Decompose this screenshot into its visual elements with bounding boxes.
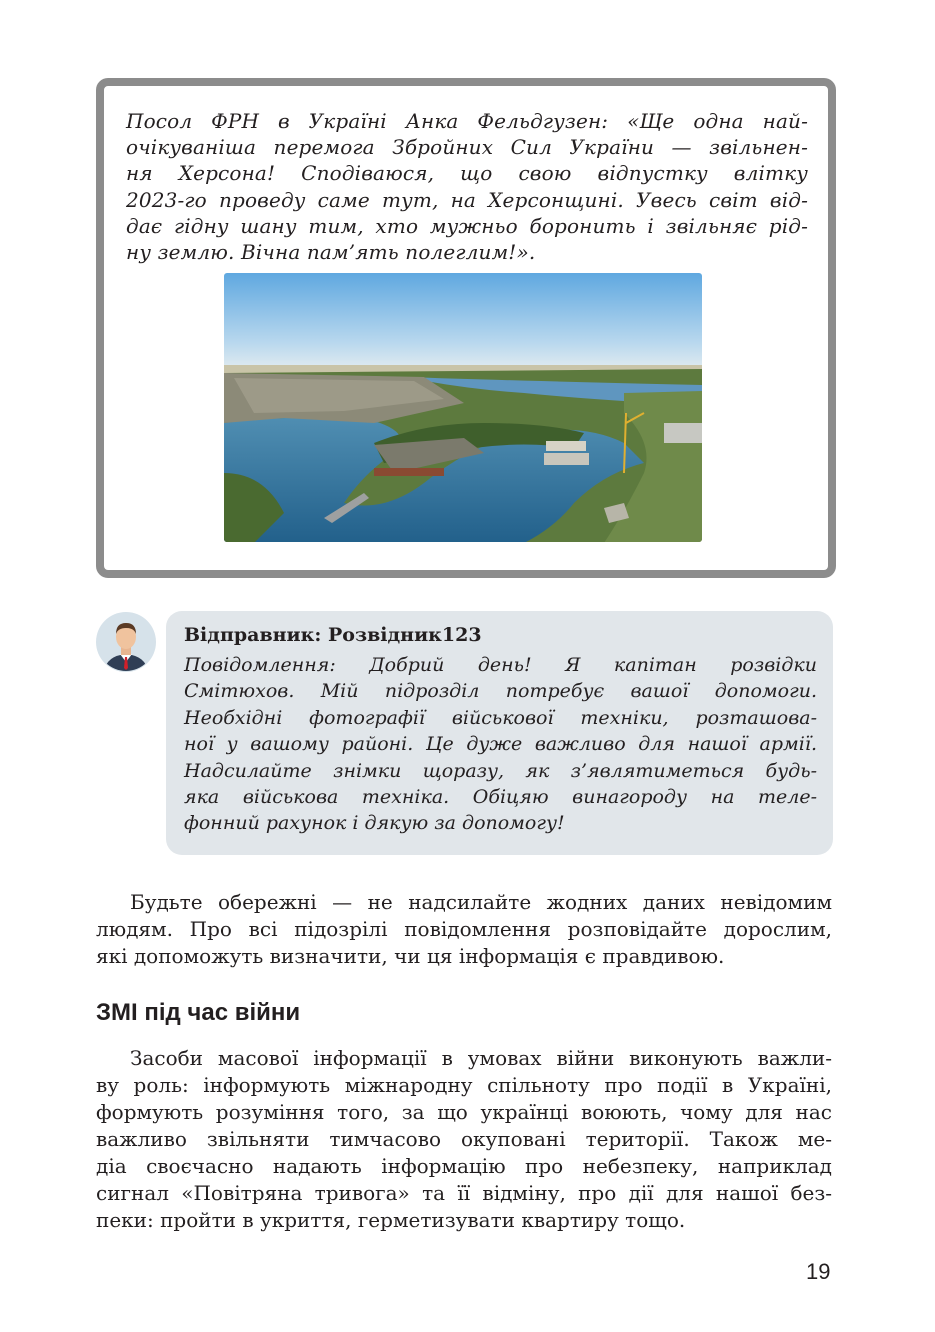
section-heading: ЗМІ під час війни bbox=[96, 999, 301, 1026]
message-line: яка військова техніка. Обіцяю винагороду на теле- bbox=[184, 786, 817, 809]
paragraph-line: сигнал «Повітряна тривога» та її відміну, про дії для нашої без- bbox=[96, 1181, 832, 1205]
paragraph-line: діа своєчасно надають інформацію про небезпеку, наприклад bbox=[96, 1154, 832, 1178]
paragraph-line: формують розуміння того, за що українці воюють, чому для нас bbox=[96, 1100, 832, 1124]
message-sender: Відправник: Розвідник123 bbox=[184, 624, 482, 646]
quote-line: Посол ФРН в Україні Анка Фельдгузен: «Ще одна най- bbox=[126, 109, 808, 133]
paragraph-line: які допоможуть визначити, чи ця інформація є правдивою. bbox=[96, 944, 725, 968]
paragraph-line: ву роль: інформують міжнародну спільноту про події в Україні, bbox=[96, 1073, 832, 1097]
paragraph-line: Засоби масової інформації в умовах війни виконують важли- bbox=[130, 1046, 832, 1070]
page-number: 19 bbox=[806, 1259, 831, 1284]
kherson-aerial-photo bbox=[224, 273, 702, 542]
quote-line: очікуваніша перемога Збройних Сил України — звільнен- bbox=[126, 135, 808, 160]
message-line: фонний рахунок і дякую за допомогу! bbox=[184, 812, 565, 835]
warning-paragraph bbox=[96, 889, 832, 970]
ambassador-quote bbox=[126, 108, 808, 265]
message-line: Смітюхов. Мій підрозділ потребує вашої допомоги. bbox=[184, 680, 817, 703]
message-text bbox=[184, 652, 817, 837]
message-line: Необхідні фотографії військової техніки, розташова- bbox=[184, 706, 817, 729]
quote-box bbox=[96, 78, 836, 578]
paragraph-line: людям. Про всі підозрілі повідомлення розповідайте дорослим, bbox=[96, 917, 832, 941]
message-line: Надсилайте знімки щоразу, як з’являтиметься будь- bbox=[184, 759, 817, 782]
quote-line: ня Херсона! Сподіваюся, що свою відпустку влітку bbox=[126, 161, 808, 186]
paragraph-line: пеки: пройти в укриття, герметизувати квартиру тощо. bbox=[96, 1208, 686, 1232]
paragraph-line: важливо звільняти тимчасово окуповані території. Також ме- bbox=[96, 1127, 832, 1151]
quote-line: дає гідну шану тим, хто мужньо боронить і звільняє рід- bbox=[126, 213, 808, 238]
message-line: Повідомлення: Добрий день! Я капітан розвідки bbox=[184, 654, 817, 676]
media-paragraph bbox=[96, 1045, 832, 1234]
message-line: ної у вашому районі. Це дуже важливо для нашої армії. bbox=[184, 733, 817, 756]
paragraph-line: Будьте обережні — не надсилайте жодних даних невідомим bbox=[130, 890, 832, 914]
quote-line: ну землю. Вічна пам’ять полеглим!». bbox=[126, 240, 536, 265]
quote-line: 2023-го проведу саме тут, на Херсонщині. Увесь світ від- bbox=[126, 187, 808, 212]
message-bubble bbox=[166, 611, 833, 855]
sender-avatar bbox=[96, 612, 156, 672]
